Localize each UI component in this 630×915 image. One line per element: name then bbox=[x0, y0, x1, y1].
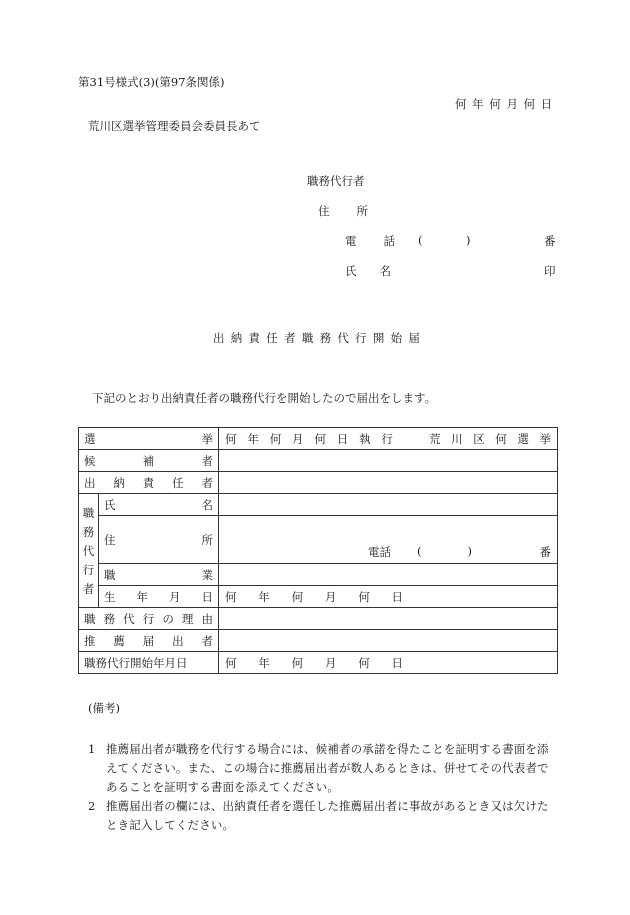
agent-birth-label: 生 年 月 日 bbox=[99, 586, 219, 608]
row-reason bbox=[79, 608, 558, 630]
election-label: 選 挙 bbox=[79, 428, 219, 450]
declarant-phone-close: ) bbox=[466, 233, 471, 247]
form-number: 第31号様式(3)(第97条関係) bbox=[78, 75, 225, 89]
start-date-label: 職務代行開始年月日 bbox=[79, 652, 219, 674]
row-agent-address bbox=[79, 516, 558, 564]
agent-name-label: 氏 名 bbox=[99, 494, 219, 516]
reason-field[interactable] bbox=[219, 608, 558, 630]
row-agent-birth bbox=[79, 586, 558, 608]
intro-text: 下記のとおり出納責任者の職務代行を開始したので届出をします。 bbox=[92, 391, 437, 405]
agent-occupation-field[interactable] bbox=[219, 564, 558, 586]
reason-label: 職 務 代 行 の 理 由 bbox=[79, 608, 219, 630]
row-candidate bbox=[79, 450, 558, 472]
declarant-role: 職務代行者 bbox=[307, 174, 365, 188]
note-item: 1 推薦届出者が職務を代行する場合には、候補者の承諾を得たことを証明する書面を添えてください。また、この場合に推薦届出者が数人あるときは、併せてその代表者であることを証明する書面を添えてください。 bbox=[88, 742, 549, 794]
agent-occupation-label: 職 業 bbox=[99, 564, 219, 586]
note-item: 2 推薦届出者の欄には、出納責任者を選任した推薦届出者に事故があるとき又は欠けたとき記入してください。 bbox=[88, 799, 549, 832]
document-title: 出 納 責 任 者 職 務 代 行 開 始 届 bbox=[213, 331, 420, 345]
treasurer-field[interactable] bbox=[219, 472, 558, 494]
agent-address-field[interactable] bbox=[219, 516, 558, 564]
agent-birth-field[interactable]: 何 年 何 月 何 日 bbox=[219, 586, 558, 608]
recommender-field[interactable] bbox=[219, 630, 558, 652]
agent-phone-open: ( bbox=[417, 544, 422, 558]
agent-name-field[interactable] bbox=[219, 494, 558, 516]
notes-list bbox=[88, 740, 558, 835]
agent-address-label: 住 所 bbox=[99, 516, 219, 564]
notes-heading: (備考) bbox=[88, 701, 120, 715]
agent-phone-suffix: 番 bbox=[539, 545, 551, 559]
declarant-phone-label: 電 話 bbox=[345, 234, 395, 248]
declarant-phone-open: ( bbox=[418, 233, 423, 247]
recommender-label: 推 薦 届 出 者 bbox=[79, 630, 219, 652]
row-agent-name bbox=[79, 494, 558, 516]
row-start-date bbox=[79, 652, 558, 674]
candidate-label: 候 補 者 bbox=[79, 450, 219, 472]
election-value[interactable]: 何 年 何 月 何 日 執 行 荒 川 区 何 選 挙 bbox=[219, 428, 558, 450]
submission-date: 何 年 何 月 何 日 bbox=[455, 97, 554, 111]
agent-vertical-label: 職 務 代 行 者 bbox=[79, 494, 99, 608]
addressee: 荒川区選挙管理委員会委員長あて bbox=[88, 119, 261, 133]
candidate-field[interactable] bbox=[219, 450, 558, 472]
row-recommender bbox=[79, 630, 558, 652]
row-election bbox=[79, 428, 558, 450]
row-treasurer bbox=[79, 472, 558, 494]
declarant-address-label: 住 所 bbox=[318, 204, 368, 218]
seal-mark: 印 bbox=[544, 264, 556, 278]
agent-phone-label: 電話 bbox=[368, 545, 391, 559]
form-table bbox=[78, 427, 558, 674]
declarant-phone-suffix: 番 bbox=[544, 234, 556, 248]
declarant-name-label: 氏 名 bbox=[345, 264, 391, 278]
agent-phone-close: ) bbox=[467, 544, 472, 558]
treasurer-label: 出 納 責 任 者 bbox=[79, 472, 219, 494]
row-agent-occupation bbox=[79, 564, 558, 586]
start-date-field[interactable]: 何 年 何 月 何 日 bbox=[219, 652, 558, 674]
